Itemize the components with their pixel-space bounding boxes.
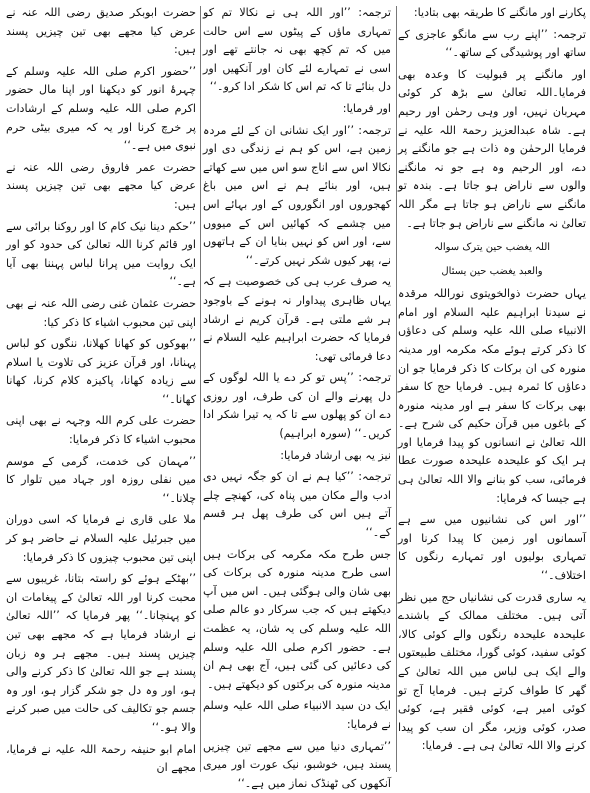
paragraph: حضرت علی کرم اللہ وجہہ نے بھی اپنی محبوب اشیاء کا ذکر فرمایا: — [6, 414, 196, 447]
paragraph: یہ ساری قدرت کی نشانیاں حج میں نظر آتی ہیں۔ مختلف ممالک کے باشندے علیحدہ علیحدہ رنگوں والے کوئی کالا، کوئی سفید، کوئی گورا، مختلف طبیعتوں والے ایک ہی لباس میں اللہ تعالیٰ کے گھر کا طواف کرتے ہیں۔ فرمایا آج تو کوئی امیر ہے، کوئی فقیر ہے، کوئی صدر، کوئی وزیر، مگر ان سب کو پیدا کرنے والا اللہ تعالیٰ ہی ہے۔ فرمایا: — [398, 590, 586, 753]
paragraph: ’’بھوکوں کو کھانا کھلانا، ننگوں کو لباس پہنانا، اور قرآن عزیز کی تلاوت یا اسلام سے زیادہ کھانا، پاکیزہ کلام کرنا، کھانا کھانا۔‘‘ — [6, 337, 196, 406]
paragraph: امام ابو حنیفہ رحمۃ اللہ علیہ نے فرمایا، مجھے ان — [6, 742, 196, 775]
paragraph: ترجمہ: ’’اور اللہ ہی نے نکالا تم کو تمہاری ماؤں کے پیٹوں سے اس حالت میں کہ تم کچھ بھی نہ جانتے تھے اور اسی نے تمہارے لئے کان اور آنکھیں اور دل بنائے تا کہ تم اس کا شکر ادا کرو۔‘‘ — [203, 6, 391, 94]
paragraph: ترجمہ: ’’پس تو کر دے یا اللہ لوگوں کے دل پھرنے والے ان کی طرف، اور روزی دے ان کو پھلوں سے تا کہ یہ تیرا شکر ادا کریں۔‘‘ (سورہ ابراہیم) — [203, 371, 391, 441]
arabic-saying: اللہ یغضب حین یترک سوالہ — [433, 242, 551, 254]
arabic-saying: والعبد یغضب حین یسئال — [441, 266, 543, 278]
paragraph: یہاں حضرت ذوالخویتوی نوراللہ مرقدہ نے سیدنا ابراہیم علیہ السلام اور امام الانبیاء صلی اللہ علیہ وسلم کی دعاؤں کا ذکر کرتے ہوئے مکہ مکرمہ اور مدینہ منورہ کی ان برکات کا ذکر فرمایا جو ان دعاؤں کا ثمرہ ہیں۔ فرمایا حج کا سفر بھی برکات کا سفر ہے اور مدینہ منورہ کے باغوں میں قرآن حکیم کی شرح ہے۔ اللہ تعالیٰ نے انسانوں کو پیدا فرمایا اور ہر ایک کو علیحدہ علیحدہ صورت عطا فرمائی، سب کو بنانے والا اللہ تعالیٰ ہی ہے جیسا کہ فرمایا: — [398, 287, 586, 505]
paragraph: ’’حکم دینا نیک کام کا اور روکنا برائی سے اور قائم کرنا اللہ تعالیٰ کی حدود کو اور ایک روایت میں پرانا لباس پہننا بھی آیا ہے۔‘‘ — [6, 219, 196, 289]
paragraph: جس طرح مکہ مکرمہ کی برکات ہیں اسی طرح مدینہ منورہ کی برکات کی بھی شان والی ہوگئی ہیں۔ اس میں آپ دیکھتے ہیں کہ جب سرکار دو عالم صلی اللہ علیہ وسلم کی یہ شان، یہ عظمت ہے۔ حضور اکرم صلی اللہ علیہ وسلم کی دعائیں کی گئی ہیں، آج بھی ہم ان مدینہ منورہ کی برکتوں کو دیکھتے ہیں۔ — [203, 547, 391, 691]
paragraph: ’’تمہاری دنیا میں سے مجھے تین چیزیں پسند ہیں، خوشبو، نیک عورت اور میری آنکھوں کی ٹھنڈک نماز میں ہے۔‘‘ — [203, 739, 391, 790]
paragraph: ترجمہ: ’’اپنے رب سے مانگو عاجزی کے ساتھ اور پوشیدگی کے ساتھ۔‘‘ — [398, 27, 586, 60]
paragraph: ترجمہ: ’’کیا ہم نے ان کو جگہ نہیں دی ادب والے مکان میں پناہ کی، کھنچے چلے آتے ہیں اس کی طرف پھل ہر قسم کے۔‘‘ — [203, 470, 391, 540]
paragraph: ’’مہمان کی خدمت، گرمی کے موسم میں نفلی روزہ اور جہاد میں تلوار کا چلانا۔‘‘ — [6, 454, 196, 505]
paragraph: حضرت عثمان غنی رضی اللہ عنہ نے بھی اپنی تین محبوب اشیاء کا ذکر کیا: — [6, 296, 196, 329]
paragraph: ترجمہ: ’’اور ایک نشانی ان کے لئے مردہ زمین ہے، اس کو ہم نے زندگی دی اور نکالا اس سے اناج سو اس میں سے کھاتے ہیں، اور بنائے ہم نے اس میں باغ کھجوروں اور انگوروں کے اور بہائے اس میں چشمے کہ کھائیں اس کے میووں سے، اور اس کو نہیں بنایا ان کے ہاتھوں نے، پھر کیوں شکر نہیں کرتے۔‘‘ — [203, 123, 391, 267]
paragraph: ملا علی قاری نے فرمایا کہ اسی دوران میں جبرئیل علیہ السلام نے حاضر ہو کر اپنی تین محبوب چیزوں کا ذکر فرمایا: — [6, 513, 196, 564]
paragraph: اور مانگنے پر قبولیت کا وعدہ بھی فرمایا۔اللہ تعالیٰ سے بڑھ کر کوئی مہربان نہیں، اور وہی رحمٰن اور رحیم ہے۔ شاہ عبدالعزیز رحمۃ اللہ علیہ نے فرمایا الرحمٰن وہ ذات ہے جو مانگنے پر دے، اور الرحیم وہ ہے جو نہ مانگنے والوں سے ناراض ہو جاتا ہے۔ بندہ تو مانگنے سے ناراض ہو جاتا ہے مگر اللہ تعالیٰ نہ مانگنے سے ناراض ہو جاتا ہے۔ — [398, 67, 586, 230]
paragraph: ’’اور اس کی نشانیوں میں سے ہے آسمانوں اور زمین کا پیدا کرنا اور تمہاری بولیوں اور تمہارے رنگوں کا اختلاف۔‘‘ — [398, 513, 586, 583]
paragraph: نیز یہ بھی ارشاد فرمایا: — [280, 448, 391, 462]
paragraph: یہ صرف عرب ہی کی خصوصیت ہے کہ یہاں ظاہری پیداوار نہ ہونے کے باوجود ہر شے ملتی ہے۔ قرآن کریم نے ارشاد فرمایا کہ حضرت ابراہیم علیہ السلام نے دعا فرمائی تھی: — [203, 275, 391, 363]
column-divider — [200, 6, 201, 772]
paragraph: اور فرمایا: — [342, 101, 391, 115]
paragraph: حضرت ابوبکر صدیق رضی اللہ عنہ نے عرض کیا مجھے بھی تین چیزیں پسند ہیں: — [6, 6, 196, 57]
paragraph: ’’حضور اکرم صلی اللہ علیہ وسلم کے چہرۂ انور کو دیکھنا اور اپنا مال حضور اکرم صلی اللہ علیہ وسلم کے ارشادات پر خرچ کرنا اور یہ کہ میری بیٹی حرم نبوی میں ہے۔‘‘ — [6, 64, 196, 153]
text-column-middle — [203, 4, 391, 790]
paragraph: ایک دن سید الانبیاء صلی اللہ علیہ وسلم نے فرمایا: — [203, 699, 391, 731]
paragraph: حضرت عمر فاروق رضی اللہ عنہ نے عرض کیا مجھے بھی تین چیزیں پسند ہیں: — [6, 160, 196, 211]
paragraph: ’’بھٹکے ہوئے کو راستہ بتانا، غریبوں سے محبت کرنا اور اللہ تعالیٰ کے پیغامات ان کو پہنچانا۔‘‘ پھر فرمایا کہ ’’اللہ تعالیٰ نے ارشاد فرمایا ہے کہ مجھے بھی تین چیزیں پسند ہیں۔ مجھے ہر وہ زبان پسند ہے جو اللہ تعالیٰ کا ذکر کرنے والی ہو، اور وہ دل جو شکر گزار ہو، اور وہ جسم جو تکالیف کی حالت میں صبر کرنے والا ہو۔‘‘ — [6, 572, 196, 734]
text-column-left — [6, 4, 196, 774]
column-divider — [396, 6, 397, 772]
text-column-right — [398, 4, 586, 774]
paragraph: پکارنے اور مانگنے کا طریقہ بھی بتادیا: — [413, 6, 586, 19]
